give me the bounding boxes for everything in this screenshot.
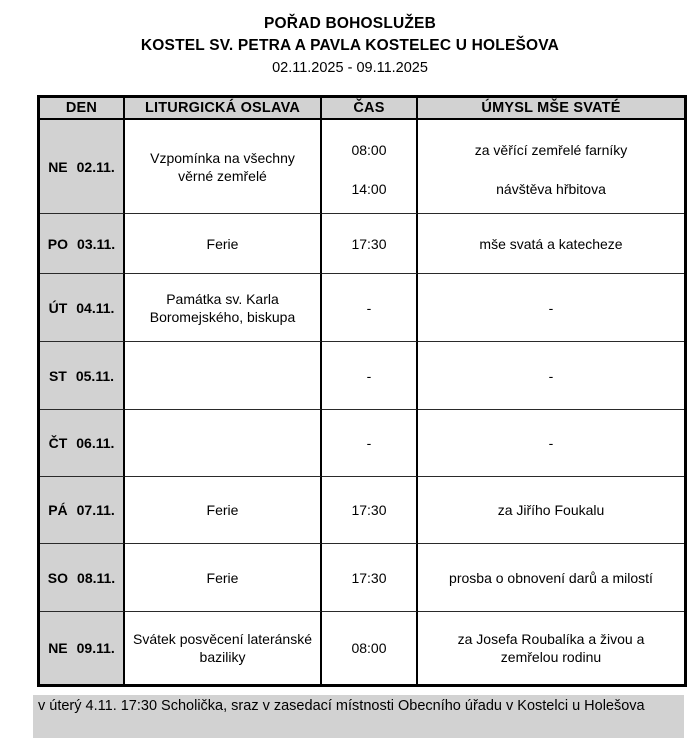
day-cell [40, 342, 125, 410]
day-cell [40, 120, 125, 214]
intention-cell: - [418, 342, 684, 410]
time-cell: 17:30 [322, 214, 418, 274]
day-date: 07.11. [76, 502, 115, 518]
document-title: POŘAD BOHOSLUŽEB [264, 15, 436, 32]
day-abbrev: ČT [48, 435, 68, 451]
day-cell [40, 544, 125, 612]
table-header-row [40, 98, 684, 120]
day-abbrev: NE [48, 640, 68, 656]
table-row [40, 120, 684, 214]
mass-intention: návštěva hřbitova [496, 181, 606, 197]
celebration-cell: Památka sv. Karla Boromejského, biskupa [125, 274, 322, 342]
table-row [40, 342, 684, 410]
day-abbrev: ÚT [48, 299, 68, 316]
document-date-range: 02.11.2025 - 09.11.2025 [272, 60, 428, 76]
intention-cell: za Jiřího Foukalu [418, 477, 684, 544]
celebration-cell [125, 342, 322, 410]
table-row [40, 612, 684, 684]
day-date: 03.11. [77, 235, 116, 252]
day-abbrev: PÁ [48, 502, 68, 518]
time-cell: 17:30 [322, 477, 418, 544]
celebration-cell: Ferie [125, 544, 322, 612]
document-header [0, 13, 700, 79]
day-cell [40, 214, 125, 274]
time-cell: - [322, 410, 418, 477]
schedule-table [37, 95, 687, 687]
header-time: ČAS [322, 98, 418, 120]
intention-cell: mše svatá a katecheze [418, 214, 684, 274]
celebration-cell: Svátek posvěcení lateránské baziliky [125, 612, 322, 684]
day-date: 04.11. [76, 299, 115, 316]
day-cell [40, 410, 125, 477]
document-subtitle: KOSTEL SV. PETRA A PAVLA KOSTELEC U HOLEŠOVA [140, 37, 560, 54]
day-date: 02.11. [76, 158, 115, 175]
mass-time: 08:00 [351, 142, 387, 158]
table-row [40, 274, 684, 342]
intention-cell [418, 120, 684, 214]
day-date: 06.11. [76, 435, 115, 451]
intention-cell: - [418, 410, 684, 477]
intention-cell: prosba o obnovení darů a milostí [418, 544, 684, 612]
day-abbrev: ST [48, 367, 67, 384]
day-cell [40, 612, 125, 684]
footer-note: v úterý 4.11. 17:30 Scholička, sraz v zasedací místnosti Obecního úřadu v Kostelci u Holešova [33, 695, 684, 738]
intention-cell: za Josefa Roubalíka a živou a zemřelou rodinu [457, 631, 645, 665]
header-day: DEN [40, 98, 125, 120]
header-intention: ÚMYSL MŠE SVATÉ [418, 98, 684, 120]
table-row [40, 477, 684, 544]
mass-time: 14:00 [351, 181, 387, 197]
time-cell [322, 120, 418, 214]
celebration-cell: Ferie [125, 214, 322, 274]
time-cell: 08:00 [322, 612, 418, 684]
table-row [40, 410, 684, 477]
table-row [40, 544, 684, 612]
mass-intention: za věřící zemřelé farníky [474, 142, 628, 158]
header-celebration: LITURGICKÁ OSLAVA [125, 98, 322, 120]
intention-cell: - [418, 274, 684, 342]
time-cell: - [322, 274, 418, 342]
day-cell [40, 274, 125, 342]
day-abbrev: SO [47, 569, 69, 586]
day-date: 08.11. [77, 569, 116, 586]
celebration-cell [125, 410, 322, 477]
day-abbrev: NE [48, 158, 68, 175]
table-row [40, 214, 684, 274]
time-cell: 17:30 [322, 544, 418, 612]
day-date: 09.11. [76, 640, 115, 656]
day-abbrev: PO [47, 235, 69, 252]
celebration-cell: Ferie [125, 477, 322, 544]
time-cell: - [322, 342, 418, 410]
day-cell [40, 477, 125, 544]
celebration-cell: Vzpomínka na všechny věrné zemřelé [125, 120, 322, 214]
day-date: 05.11. [75, 367, 115, 384]
